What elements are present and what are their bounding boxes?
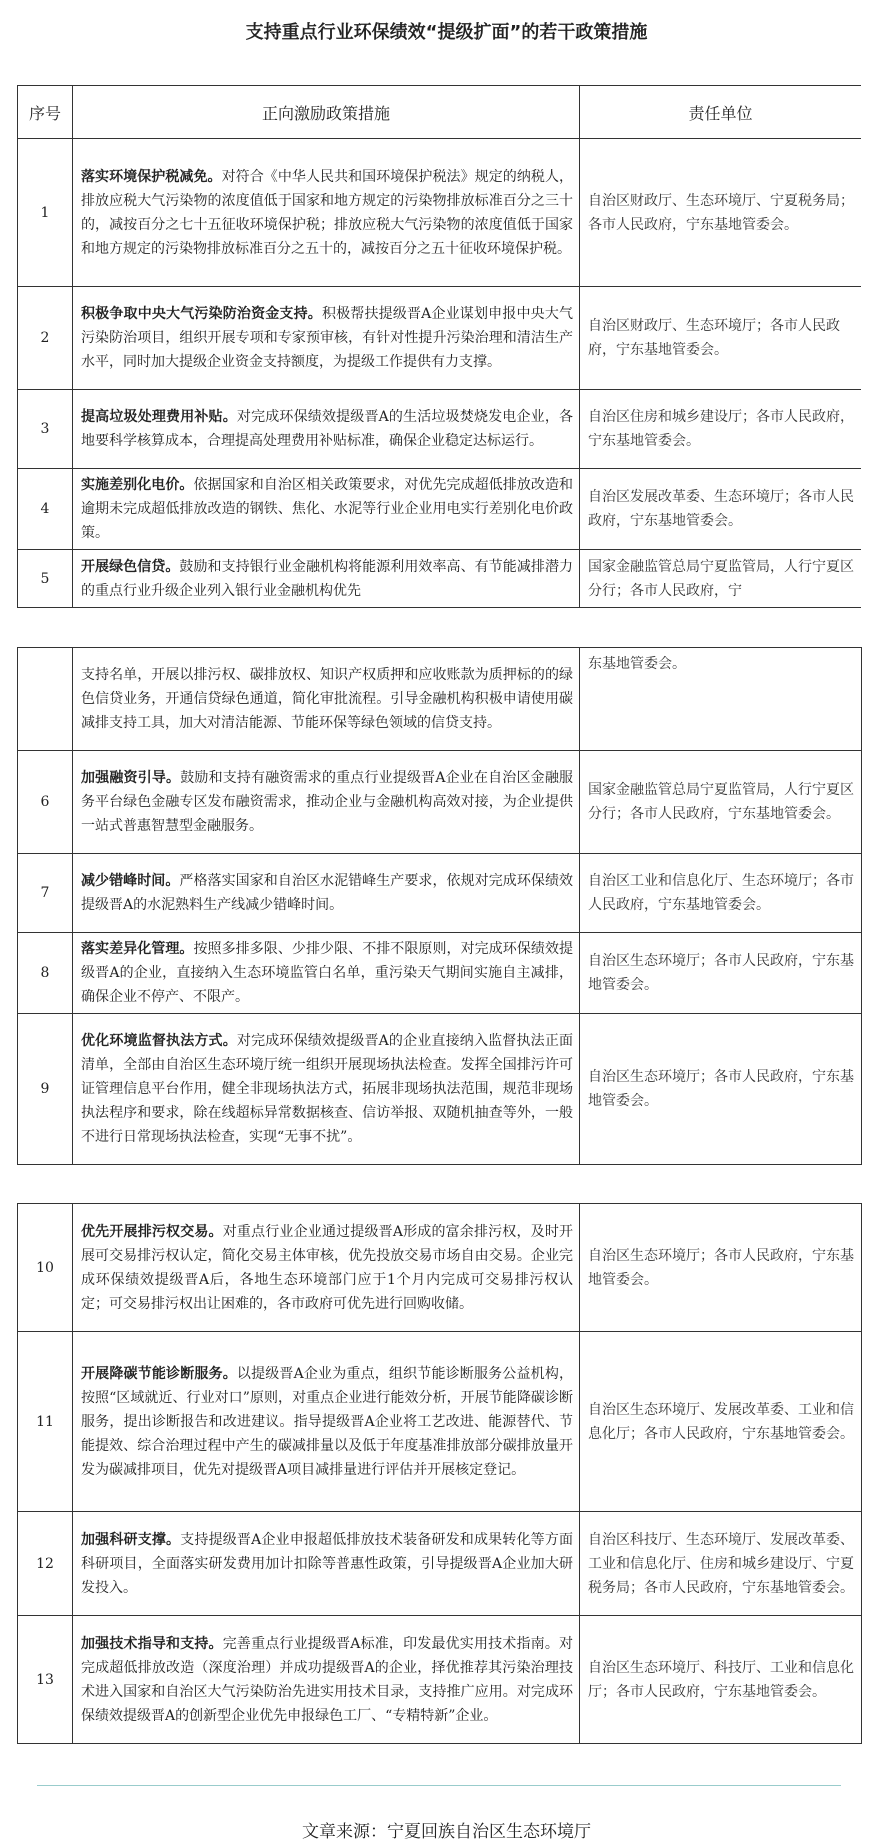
row-measure [73,933,580,1014]
table-header-row [18,86,862,139]
measure-text: 对完成环保绩效提级晋A的生活垃圾焚烧发电企业，各地要科学核算成本，合理提高处理费用补贴标准，确保企业稳定达标运行。 [81,409,574,449]
row-no: 2 [18,287,73,390]
row-unit: 国家金融监管总局宁夏监管局，人行宁夏区分行；各市人民政府，宁 [580,550,862,608]
table-row [18,1332,862,1512]
measure-text: 依据国家和自治区相关政策要求，对优先完成超低排放改造和逾期未完成超低排放改造的钢铁、焦化、水泥等行业企业用电实行差别化电价政策。 [81,477,574,541]
row-unit: 自治区生态环境厅；各市人民政府，宁东基地管委会。 [580,1014,862,1165]
row-unit: 自治区生态环境厅、发展改革委、工业和信息化厅；各市人民政府，宁东基地管委会。 [580,1332,862,1512]
table-row [18,933,862,1014]
table-row [18,854,862,933]
row-no: 4 [18,469,73,550]
measure-heading: 加强科研支撑。 [81,1531,181,1548]
policy-table-part-1 [17,85,861,608]
header-measure: 正向激励政策措施 [73,86,580,139]
row-measure [73,390,580,469]
measure-text: 对符合《中华人民共和国环境保护税法》规定的纳税人，排放应税大气污染物的浓度值低于国家和地方规定的污染物排放标准百分之三十的，减按百分之七十五征收环境保护税；排放应税大气污染物的浓度值低于国家和地方规定的污染物排放标准百分之五十的，减按百分之五十征收环境保护税。 [81,168,574,257]
row-measure [73,469,580,550]
row-measure [73,854,580,933]
row-no: 3 [18,390,73,469]
table-row [18,287,862,390]
row-unit: 自治区工业和信息化厅、生态环境厅；各市人民政府，宁东基地管委会。 [580,854,862,933]
measure-heading: 优化环境监督执法方式。 [81,1033,237,1049]
policy-table-part-3 [17,1203,862,1744]
row-no: 7 [18,854,73,933]
table-row [18,1204,862,1332]
row-measure [73,550,580,608]
measure-text: 完善重点行业提级晋A标准，印发最优实用技术指南。对完成超低排放改造（深度治理）并成功提级晋A的企业，择优推荐其污染治理技术进入国家和自治区大气污染防治先进实用技术目录，支持推广应用。对完成环保绩效提级晋A的创新型企业优先申报绿色工厂、“专精特新”企业。 [81,1635,574,1724]
row-no: 12 [18,1512,73,1616]
row-measure [73,1512,580,1616]
table-row [18,1512,862,1616]
measure-heading: 加强技术指导和支持。 [81,1635,223,1652]
table-row [18,550,862,608]
table-row [18,1014,862,1165]
row-no: 10 [18,1204,73,1332]
measure-text: 对完成环保绩效提级晋A的企业直接纳入监督执法正面清单，全部由自治区生态环境厅统一组织开展现场执法检查。发挥全国排污许可证管理信息平台作用，健全非现场执法方式，拓展非现场执法范围，规范非现场执法程序和要求，除在线超标异常数据核查、信访举报、双随机抽查等外，一般不进行日常现场执法检查，实现“无事不扰”。 [81,1033,574,1145]
measure-text: 鼓励和支持银行业金融机构将能源利用效率高、有节能减排潜力的重点行业升级企业列入银行业金融机构优先 [81,558,574,599]
row-unit: 自治区生态环境厅；各市人民政府，宁东基地管委会。 [580,1204,862,1332]
header-no: 序号 [18,86,73,139]
row-measure [73,1332,580,1512]
source-line: 文章来源：宁夏回族自治区生态环境厅 [302,1822,591,1842]
measure-heading: 落实差异化管理。 [81,941,194,957]
policy-table-part-2 [17,647,862,1165]
row-unit: 自治区生态环境厅；各市人民政府，宁东基地管委会。 [580,933,862,1014]
measure-heading: 开展绿色信贷。 [81,558,180,575]
row-unit: 自治区财政厅、生态环境厅、宁夏税务局；各市人民政府，宁东基地管委会。 [580,139,862,287]
row-unit: 自治区财政厅、生态环境厅；各市人民政府，宁东基地管委会。 [580,287,862,390]
table-row [18,390,862,469]
measure-text: 鼓励和支持有融资需求的重点行业提级晋A企业在自治区金融服务平台绿色金融专区发布融资需求，推动企业与金融机构高效对接，为企业提供一站式普惠智慧型金融服务。 [81,770,574,834]
measure-text: 支持提级晋A企业申报超低排放技术装备研发和成果转化等方面科研项目，全面落实研发费用加计扣除等普惠性政策，引导提级晋A企业加大研发投入。 [81,1531,574,1596]
table-row [18,139,862,287]
row-measure [73,1014,580,1165]
measure-text: 支持名单，开展以排污权、碳排放权、知识产权质押和应收账款为质押标的的绿色信贷业务，开通信贷绿色通道，简化审批流程。引导金融机构积极申请使用碳减排支持工具，加大对清洁能源、节能环保等绿色领域的信贷支持。 [81,667,573,731]
row-unit: 东基地管委会。 [580,648,862,751]
table-row [18,751,862,854]
row-measure [73,139,580,287]
row-no: 5 [18,550,73,608]
row-measure [73,287,580,390]
table-row [18,469,862,550]
measure-text: 按照多排多限、少排少限、不排不限原则，对完成环保绩效提级晋A的企业，直接纳入生态环境监管白名单，重污染天气期间实施自主减排，确保企业不停产、不限产。 [81,941,574,1005]
row-measure [73,1204,580,1332]
table-row [18,648,862,751]
row-no: 11 [18,1332,73,1512]
row-no: 9 [18,1014,73,1165]
measure-text: 积极帮扶提级晋A企业谋划申报中央大气污染防治项目，组织开展专项和专家预审核，有针对性提升污染治理和清洁生产水平，同时加大提级企业资金支持额度，为提级工作提供有力支撑。 [81,306,574,370]
measure-heading: 提高垃圾处理费用补贴。 [81,409,237,425]
measure-text: 严格落实国家和自治区水泥错峰生产要求，依规对完成环保绩效提级晋A的水泥熟料生产线减少错峰时间。 [81,873,574,913]
row-unit: 国家金融监管总局宁夏监管局，人行宁夏区分行；各市人民政府，宁东基地管委会。 [580,751,862,854]
row-unit: 自治区发展改革委、生态环境厅；各市人民政府，宁东基地管委会。 [580,469,862,550]
table-row [18,1616,862,1744]
row-no: 8 [18,933,73,1014]
row-no [18,648,73,751]
row-no: 13 [18,1616,73,1744]
measure-text: 对重点行业企业通过提级晋A形成的富余排污权，及时开展可交易排污权认定，简化交易主体审核，优先投放交易市场自由交易。企业完成环保绩效提级晋A后，各地生态环境部门应于1个月内完成可交易排污权认定；可交易排污权出让困难的，各市政府可优先进行回购收储。 [81,1223,574,1312]
measure-heading: 优先开展排污权交易。 [81,1223,223,1240]
row-no: 6 [18,751,73,854]
row-unit: 自治区科技厅、生态环境厅、发展改革委、工业和信息化厅、住房和城乡建设厅、宁夏税务局；各市人民政府，宁东基地管委会。 [580,1512,862,1616]
measure-heading: 落实环境保护税减免。 [81,168,222,185]
row-no: 1 [18,139,73,287]
measure-heading: 加强融资引导。 [81,770,181,786]
row-unit: 自治区生态环境厅、科技厅、工业和信息化厅；各市人民政府，宁东基地管委会。 [580,1616,862,1744]
page-title: 支持重点行业环保绩效“提级扩面”的若干政策措施 [245,22,648,43]
measure-heading: 开展降碳节能诊断服务。 [81,1365,237,1382]
measure-heading: 实施差别化电价。 [81,477,194,493]
row-measure [73,751,580,854]
measure-heading: 积极争取中央大气污染防治资金支持。 [81,306,322,322]
header-unit: 责任单位 [580,86,862,139]
row-unit: 自治区住房和城乡建设厅；各市人民政府，宁东基地管委会。 [580,390,862,469]
measure-text: 以提级晋A企业为重点，组织节能诊断服务公益机构，按照“区域就近、行业对口”原则，对重点企业进行能效分析，开展节能降碳诊断服务，提出诊断报告和改进建议。指导提级晋A企业将工艺改进、能源替代、节能提效、综合治理过程中产生的碳减排量以及低于年度基准排放部分碳排放量开发为碳减排项目，优先对提级晋A项目减排量进行评估并开展核定登记。 [81,1365,574,1478]
row-measure [73,648,580,751]
row-measure [73,1616,580,1744]
measure-heading: 减少错峰时间。 [81,873,180,889]
divider [37,1785,841,1786]
